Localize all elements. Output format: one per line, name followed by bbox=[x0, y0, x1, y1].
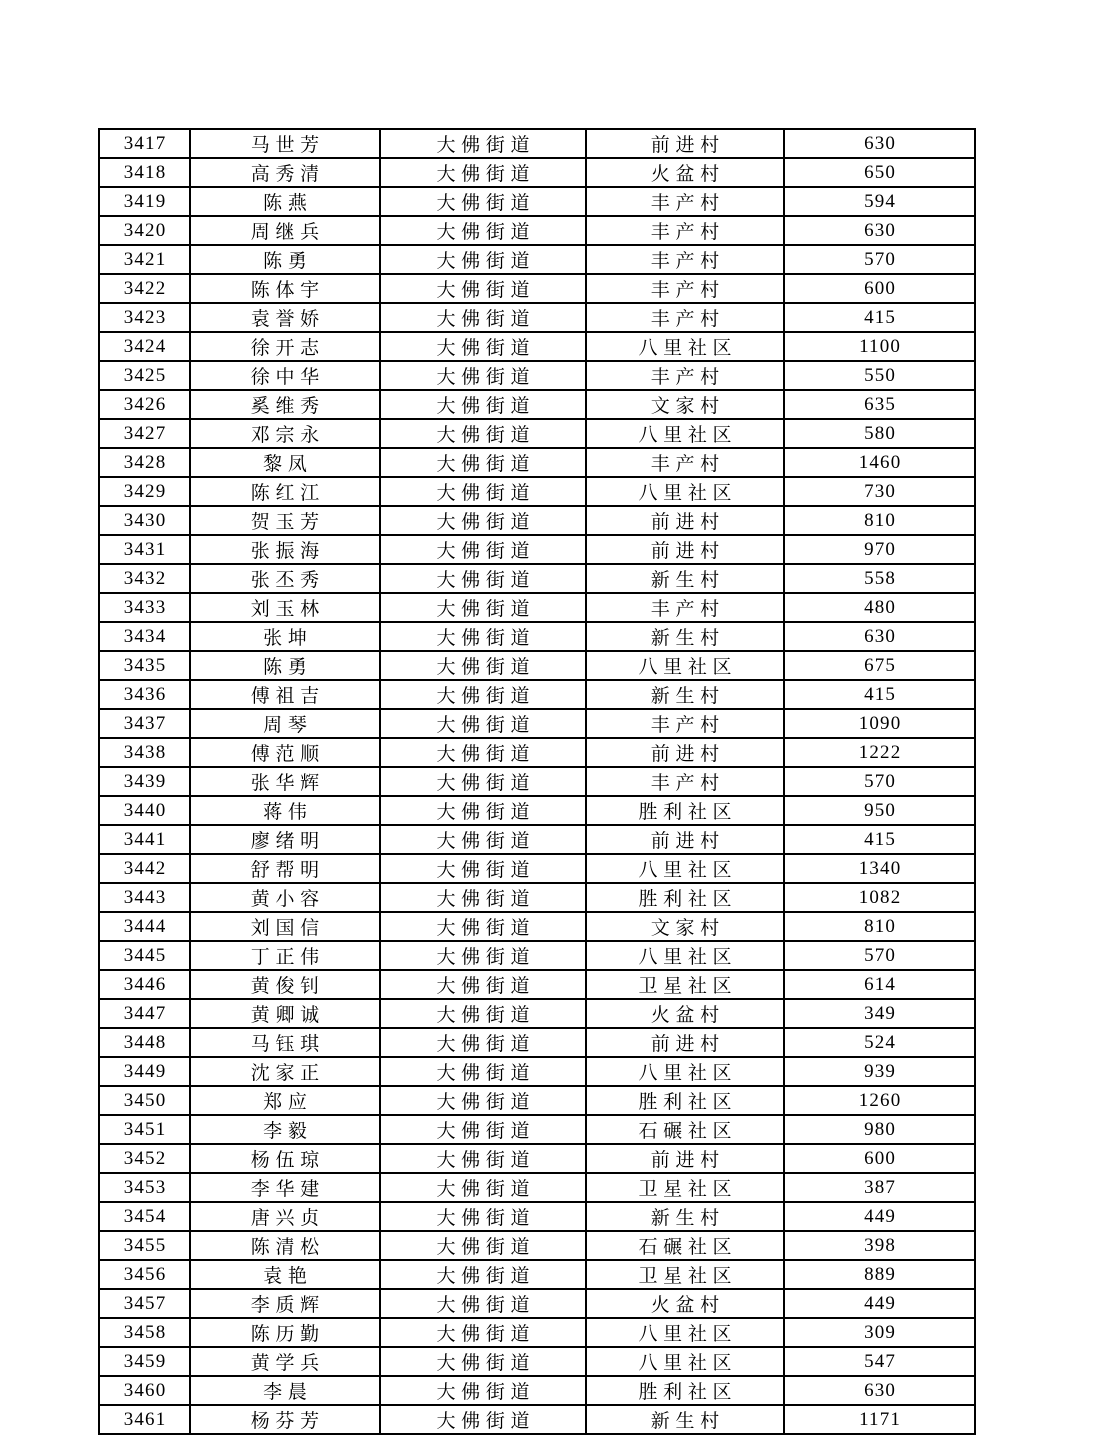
cell-street-name: 大佛街道 bbox=[380, 1202, 586, 1231]
cell-amount-value: 1100 bbox=[784, 332, 975, 361]
cell-amount-value: 970 bbox=[784, 535, 975, 564]
cell-village-name: 丰产村 bbox=[586, 216, 784, 245]
cell-amount-value: 1460 bbox=[784, 448, 975, 477]
cell-street-name: 大佛街道 bbox=[380, 303, 586, 332]
cell-amount-value: 889 bbox=[784, 1260, 975, 1289]
cell-serial-number: 3457 bbox=[99, 1289, 190, 1318]
cell-person-name: 唐兴贞 bbox=[190, 1202, 380, 1231]
cell-serial-number: 3421 bbox=[99, 245, 190, 274]
cell-person-name: 陈红江 bbox=[190, 477, 380, 506]
cell-serial-number: 3443 bbox=[99, 883, 190, 912]
cell-village-name: 八里社区 bbox=[586, 1347, 784, 1376]
cell-street-name: 大佛街道 bbox=[380, 651, 586, 680]
cell-serial-number: 3424 bbox=[99, 332, 190, 361]
cell-serial-number: 3422 bbox=[99, 274, 190, 303]
cell-person-name: 李华建 bbox=[190, 1173, 380, 1202]
cell-street-name: 大佛街道 bbox=[380, 506, 586, 535]
cell-street-name: 大佛街道 bbox=[380, 854, 586, 883]
cell-village-name: 新生村 bbox=[586, 1202, 784, 1231]
cell-amount-value: 550 bbox=[784, 361, 975, 390]
cell-village-name: 丰产村 bbox=[586, 448, 784, 477]
table-row bbox=[99, 883, 975, 912]
cell-village-name: 前进村 bbox=[586, 506, 784, 535]
cell-person-name: 奚维秀 bbox=[190, 390, 380, 419]
table-row bbox=[99, 1289, 975, 1318]
cell-street-name: 大佛街道 bbox=[380, 593, 586, 622]
table-row bbox=[99, 245, 975, 274]
cell-serial-number: 3450 bbox=[99, 1086, 190, 1115]
table-row bbox=[99, 332, 975, 361]
cell-person-name: 李质辉 bbox=[190, 1289, 380, 1318]
cell-street-name: 大佛街道 bbox=[380, 216, 586, 245]
cell-amount-value: 309 bbox=[784, 1318, 975, 1347]
cell-street-name: 大佛街道 bbox=[380, 1231, 586, 1260]
cell-person-name: 李毅 bbox=[190, 1115, 380, 1144]
cell-amount-value: 387 bbox=[784, 1173, 975, 1202]
cell-serial-number: 3435 bbox=[99, 651, 190, 680]
cell-person-name: 贺玉芳 bbox=[190, 506, 380, 535]
cell-street-name: 大佛街道 bbox=[380, 912, 586, 941]
cell-person-name: 陈清松 bbox=[190, 1231, 380, 1260]
cell-person-name: 周继兵 bbox=[190, 216, 380, 245]
cell-serial-number: 3433 bbox=[99, 593, 190, 622]
cell-street-name: 大佛街道 bbox=[380, 1376, 586, 1405]
table-row bbox=[99, 999, 975, 1028]
cell-village-name: 八里社区 bbox=[586, 419, 784, 448]
table-row bbox=[99, 216, 975, 245]
cell-serial-number: 3461 bbox=[99, 1405, 190, 1434]
cell-person-name: 黎凤 bbox=[190, 448, 380, 477]
cell-amount-value: 810 bbox=[784, 506, 975, 535]
cell-serial-number: 3425 bbox=[99, 361, 190, 390]
cell-village-name: 新生村 bbox=[586, 1405, 784, 1434]
table-row bbox=[99, 738, 975, 767]
cell-serial-number: 3431 bbox=[99, 535, 190, 564]
cell-serial-number: 3441 bbox=[99, 825, 190, 854]
cell-village-name: 丰产村 bbox=[586, 274, 784, 303]
cell-street-name: 大佛街道 bbox=[380, 883, 586, 912]
table-row bbox=[99, 506, 975, 535]
cell-amount-value: 650 bbox=[784, 158, 975, 187]
cell-person-name: 刘国信 bbox=[190, 912, 380, 941]
table-row bbox=[99, 1318, 975, 1347]
cell-amount-value: 950 bbox=[784, 796, 975, 825]
table-row bbox=[99, 941, 975, 970]
cell-street-name: 大佛街道 bbox=[380, 796, 586, 825]
cell-amount-value: 480 bbox=[784, 593, 975, 622]
table-row bbox=[99, 477, 975, 506]
cell-amount-value: 547 bbox=[784, 1347, 975, 1376]
cell-amount-value: 730 bbox=[784, 477, 975, 506]
cell-person-name: 黄卿诚 bbox=[190, 999, 380, 1028]
cell-street-name: 大佛街道 bbox=[380, 158, 586, 187]
cell-village-name: 火盆村 bbox=[586, 158, 784, 187]
cell-village-name: 卫星社区 bbox=[586, 1173, 784, 1202]
cell-street-name: 大佛街道 bbox=[380, 1144, 586, 1173]
cell-person-name: 蒋伟 bbox=[190, 796, 380, 825]
cell-amount-value: 630 bbox=[784, 216, 975, 245]
cell-serial-number: 3446 bbox=[99, 970, 190, 999]
cell-person-name: 徐中华 bbox=[190, 361, 380, 390]
cell-street-name: 大佛街道 bbox=[380, 390, 586, 419]
cell-street-name: 大佛街道 bbox=[380, 564, 586, 593]
cell-amount-value: 524 bbox=[784, 1028, 975, 1057]
cell-serial-number: 3455 bbox=[99, 1231, 190, 1260]
cell-serial-number: 3429 bbox=[99, 477, 190, 506]
cell-street-name: 大佛街道 bbox=[380, 825, 586, 854]
cell-amount-value: 1082 bbox=[784, 883, 975, 912]
cell-village-name: 八里社区 bbox=[586, 854, 784, 883]
cell-amount-value: 635 bbox=[784, 390, 975, 419]
records-table-body bbox=[99, 129, 975, 1434]
cell-person-name: 袁誉娇 bbox=[190, 303, 380, 332]
cell-street-name: 大佛街道 bbox=[380, 332, 586, 361]
cell-serial-number: 3419 bbox=[99, 187, 190, 216]
table-row bbox=[99, 390, 975, 419]
cell-village-name: 文家村 bbox=[586, 390, 784, 419]
cell-street-name: 大佛街道 bbox=[380, 1405, 586, 1434]
table-row bbox=[99, 1260, 975, 1289]
cell-village-name: 前进村 bbox=[586, 1028, 784, 1057]
cell-village-name: 八里社区 bbox=[586, 1318, 784, 1347]
cell-village-name: 卫星社区 bbox=[586, 1260, 784, 1289]
cell-village-name: 丰产村 bbox=[586, 303, 784, 332]
cell-village-name: 石碾社区 bbox=[586, 1115, 784, 1144]
cell-street-name: 大佛街道 bbox=[380, 1318, 586, 1347]
cell-serial-number: 3428 bbox=[99, 448, 190, 477]
table-row bbox=[99, 158, 975, 187]
cell-street-name: 大佛街道 bbox=[380, 1289, 586, 1318]
cell-street-name: 大佛街道 bbox=[380, 1086, 586, 1115]
cell-amount-value: 415 bbox=[784, 680, 975, 709]
cell-person-name: 李晨 bbox=[190, 1376, 380, 1405]
table-row bbox=[99, 767, 975, 796]
cell-serial-number: 3442 bbox=[99, 854, 190, 883]
cell-amount-value: 810 bbox=[784, 912, 975, 941]
cell-amount-value: 594 bbox=[784, 187, 975, 216]
cell-amount-value: 449 bbox=[784, 1202, 975, 1231]
cell-amount-value: 980 bbox=[784, 1115, 975, 1144]
cell-person-name: 郑应 bbox=[190, 1086, 380, 1115]
table-row bbox=[99, 1086, 975, 1115]
cell-serial-number: 3453 bbox=[99, 1173, 190, 1202]
table-row bbox=[99, 825, 975, 854]
cell-street-name: 大佛街道 bbox=[380, 970, 586, 999]
cell-person-name: 沈家正 bbox=[190, 1057, 380, 1086]
cell-person-name: 马世芳 bbox=[190, 129, 380, 158]
cell-amount-value: 1340 bbox=[784, 854, 975, 883]
table-row bbox=[99, 1173, 975, 1202]
cell-serial-number: 3444 bbox=[99, 912, 190, 941]
cell-village-name: 八里社区 bbox=[586, 1057, 784, 1086]
cell-serial-number: 3460 bbox=[99, 1376, 190, 1405]
table-row bbox=[99, 796, 975, 825]
cell-street-name: 大佛街道 bbox=[380, 767, 586, 796]
cell-serial-number: 3456 bbox=[99, 1260, 190, 1289]
cell-street-name: 大佛街道 bbox=[380, 448, 586, 477]
cell-amount-value: 1090 bbox=[784, 709, 975, 738]
cell-street-name: 大佛街道 bbox=[380, 941, 586, 970]
table-row bbox=[99, 854, 975, 883]
cell-amount-value: 630 bbox=[784, 622, 975, 651]
cell-serial-number: 3452 bbox=[99, 1144, 190, 1173]
cell-street-name: 大佛街道 bbox=[380, 622, 586, 651]
cell-person-name: 傅祖吉 bbox=[190, 680, 380, 709]
table-row bbox=[99, 970, 975, 999]
table-row bbox=[99, 419, 975, 448]
table-row bbox=[99, 1144, 975, 1173]
cell-street-name: 大佛街道 bbox=[380, 361, 586, 390]
cell-person-name: 傅范顺 bbox=[190, 738, 380, 767]
cell-village-name: 火盆村 bbox=[586, 1289, 784, 1318]
cell-street-name: 大佛街道 bbox=[380, 1115, 586, 1144]
cell-amount-value: 614 bbox=[784, 970, 975, 999]
cell-serial-number: 3454 bbox=[99, 1202, 190, 1231]
cell-person-name: 丁正伟 bbox=[190, 941, 380, 970]
cell-serial-number: 3420 bbox=[99, 216, 190, 245]
table-row bbox=[99, 1057, 975, 1086]
table-row bbox=[99, 1231, 975, 1260]
cell-village-name: 前进村 bbox=[586, 738, 784, 767]
cell-serial-number: 3448 bbox=[99, 1028, 190, 1057]
cell-village-name: 八里社区 bbox=[586, 332, 784, 361]
table-row bbox=[99, 1347, 975, 1376]
records-table bbox=[98, 128, 976, 1435]
table-row bbox=[99, 709, 975, 738]
cell-amount-value: 570 bbox=[784, 245, 975, 274]
table-row bbox=[99, 622, 975, 651]
cell-amount-value: 600 bbox=[784, 274, 975, 303]
cell-village-name: 八里社区 bbox=[586, 477, 784, 506]
cell-amount-value: 349 bbox=[784, 999, 975, 1028]
cell-village-name: 胜利社区 bbox=[586, 883, 784, 912]
cell-person-name: 周琴 bbox=[190, 709, 380, 738]
cell-village-name: 石碾社区 bbox=[586, 1231, 784, 1260]
cell-serial-number: 3423 bbox=[99, 303, 190, 332]
cell-person-name: 舒帮明 bbox=[190, 854, 380, 883]
cell-person-name: 高秀清 bbox=[190, 158, 380, 187]
cell-person-name: 廖绪明 bbox=[190, 825, 380, 854]
cell-serial-number: 3427 bbox=[99, 419, 190, 448]
table-row bbox=[99, 361, 975, 390]
cell-street-name: 大佛街道 bbox=[380, 187, 586, 216]
cell-street-name: 大佛街道 bbox=[380, 1260, 586, 1289]
cell-serial-number: 3458 bbox=[99, 1318, 190, 1347]
table-row bbox=[99, 651, 975, 680]
table-row bbox=[99, 1376, 975, 1405]
cell-village-name: 丰产村 bbox=[586, 187, 784, 216]
table-row bbox=[99, 1115, 975, 1144]
cell-person-name: 张华辉 bbox=[190, 767, 380, 796]
cell-street-name: 大佛街道 bbox=[380, 477, 586, 506]
cell-amount-value: 415 bbox=[784, 825, 975, 854]
table-row bbox=[99, 680, 975, 709]
table-row bbox=[99, 129, 975, 158]
cell-street-name: 大佛街道 bbox=[380, 129, 586, 158]
cell-person-name: 杨芬芳 bbox=[190, 1405, 380, 1434]
cell-serial-number: 3430 bbox=[99, 506, 190, 535]
cell-village-name: 新生村 bbox=[586, 622, 784, 651]
cell-person-name: 张坤 bbox=[190, 622, 380, 651]
cell-village-name: 丰产村 bbox=[586, 361, 784, 390]
cell-serial-number: 3418 bbox=[99, 158, 190, 187]
cell-serial-number: 3449 bbox=[99, 1057, 190, 1086]
cell-village-name: 新生村 bbox=[586, 680, 784, 709]
cell-village-name: 胜利社区 bbox=[586, 1376, 784, 1405]
cell-person-name: 袁艳 bbox=[190, 1260, 380, 1289]
cell-person-name: 陈燕 bbox=[190, 187, 380, 216]
cell-street-name: 大佛街道 bbox=[380, 738, 586, 767]
cell-village-name: 新生村 bbox=[586, 564, 784, 593]
cell-person-name: 陈勇 bbox=[190, 651, 380, 680]
cell-street-name: 大佛街道 bbox=[380, 999, 586, 1028]
cell-person-name: 邓宗永 bbox=[190, 419, 380, 448]
cell-person-name: 刘玉林 bbox=[190, 593, 380, 622]
cell-amount-value: 558 bbox=[784, 564, 975, 593]
cell-person-name: 杨伍琼 bbox=[190, 1144, 380, 1173]
cell-amount-value: 570 bbox=[784, 941, 975, 970]
cell-person-name: 黄学兵 bbox=[190, 1347, 380, 1376]
cell-amount-value: 630 bbox=[784, 129, 975, 158]
cell-village-name: 前进村 bbox=[586, 535, 784, 564]
cell-amount-value: 630 bbox=[784, 1376, 975, 1405]
cell-street-name: 大佛街道 bbox=[380, 245, 586, 274]
cell-serial-number: 3438 bbox=[99, 738, 190, 767]
cell-street-name: 大佛街道 bbox=[380, 419, 586, 448]
cell-village-name: 八里社区 bbox=[586, 651, 784, 680]
table-row bbox=[99, 912, 975, 941]
table-row bbox=[99, 274, 975, 303]
cell-serial-number: 3447 bbox=[99, 999, 190, 1028]
table-row bbox=[99, 1202, 975, 1231]
cell-village-name: 火盆村 bbox=[586, 999, 784, 1028]
cell-serial-number: 3459 bbox=[99, 1347, 190, 1376]
cell-serial-number: 3445 bbox=[99, 941, 190, 970]
cell-amount-value: 570 bbox=[784, 767, 975, 796]
cell-amount-value: 675 bbox=[784, 651, 975, 680]
cell-amount-value: 449 bbox=[784, 1289, 975, 1318]
cell-serial-number: 3439 bbox=[99, 767, 190, 796]
cell-person-name: 马钰琪 bbox=[190, 1028, 380, 1057]
cell-amount-value: 1222 bbox=[784, 738, 975, 767]
cell-village-name: 文家村 bbox=[586, 912, 784, 941]
cell-street-name: 大佛街道 bbox=[380, 1057, 586, 1086]
cell-village-name: 丰产村 bbox=[586, 593, 784, 622]
cell-street-name: 大佛街道 bbox=[380, 1173, 586, 1202]
cell-person-name: 张振海 bbox=[190, 535, 380, 564]
table-row bbox=[99, 593, 975, 622]
cell-amount-value: 600 bbox=[784, 1144, 975, 1173]
cell-amount-value: 939 bbox=[784, 1057, 975, 1086]
cell-person-name: 徐开志 bbox=[190, 332, 380, 361]
cell-person-name: 黄小容 bbox=[190, 883, 380, 912]
table-row bbox=[99, 187, 975, 216]
table-row bbox=[99, 1405, 975, 1434]
cell-person-name: 张丕秀 bbox=[190, 564, 380, 593]
cell-person-name: 陈勇 bbox=[190, 245, 380, 274]
cell-street-name: 大佛街道 bbox=[380, 1347, 586, 1376]
cell-amount-value: 398 bbox=[784, 1231, 975, 1260]
cell-serial-number: 3436 bbox=[99, 680, 190, 709]
cell-person-name: 黄俊钊 bbox=[190, 970, 380, 999]
cell-village-name: 胜利社区 bbox=[586, 796, 784, 825]
cell-street-name: 大佛街道 bbox=[380, 274, 586, 303]
cell-village-name: 丰产村 bbox=[586, 709, 784, 738]
cell-street-name: 大佛街道 bbox=[380, 680, 586, 709]
cell-village-name: 前进村 bbox=[586, 825, 784, 854]
cell-amount-value: 580 bbox=[784, 419, 975, 448]
cell-village-name: 胜利社区 bbox=[586, 1086, 784, 1115]
cell-person-name: 陈体宇 bbox=[190, 274, 380, 303]
cell-street-name: 大佛街道 bbox=[380, 709, 586, 738]
cell-amount-value: 415 bbox=[784, 303, 975, 332]
cell-serial-number: 3434 bbox=[99, 622, 190, 651]
cell-person-name: 陈历勤 bbox=[190, 1318, 380, 1347]
cell-village-name: 丰产村 bbox=[586, 767, 784, 796]
table-row bbox=[99, 303, 975, 332]
cell-amount-value: 1171 bbox=[784, 1405, 975, 1434]
cell-village-name: 卫星社区 bbox=[586, 970, 784, 999]
cell-village-name: 八里社区 bbox=[586, 941, 784, 970]
cell-amount-value: 1260 bbox=[784, 1086, 975, 1115]
cell-serial-number: 3432 bbox=[99, 564, 190, 593]
cell-serial-number: 3451 bbox=[99, 1115, 190, 1144]
cell-serial-number: 3437 bbox=[99, 709, 190, 738]
table-row bbox=[99, 564, 975, 593]
table-row bbox=[99, 1028, 975, 1057]
cell-serial-number: 3417 bbox=[99, 129, 190, 158]
cell-street-name: 大佛街道 bbox=[380, 535, 586, 564]
cell-village-name: 丰产村 bbox=[586, 245, 784, 274]
cell-village-name: 前进村 bbox=[586, 129, 784, 158]
cell-street-name: 大佛街道 bbox=[380, 1028, 586, 1057]
cell-serial-number: 3440 bbox=[99, 796, 190, 825]
cell-village-name: 前进村 bbox=[586, 1144, 784, 1173]
table-row bbox=[99, 448, 975, 477]
table-row bbox=[99, 535, 975, 564]
cell-serial-number: 3426 bbox=[99, 390, 190, 419]
